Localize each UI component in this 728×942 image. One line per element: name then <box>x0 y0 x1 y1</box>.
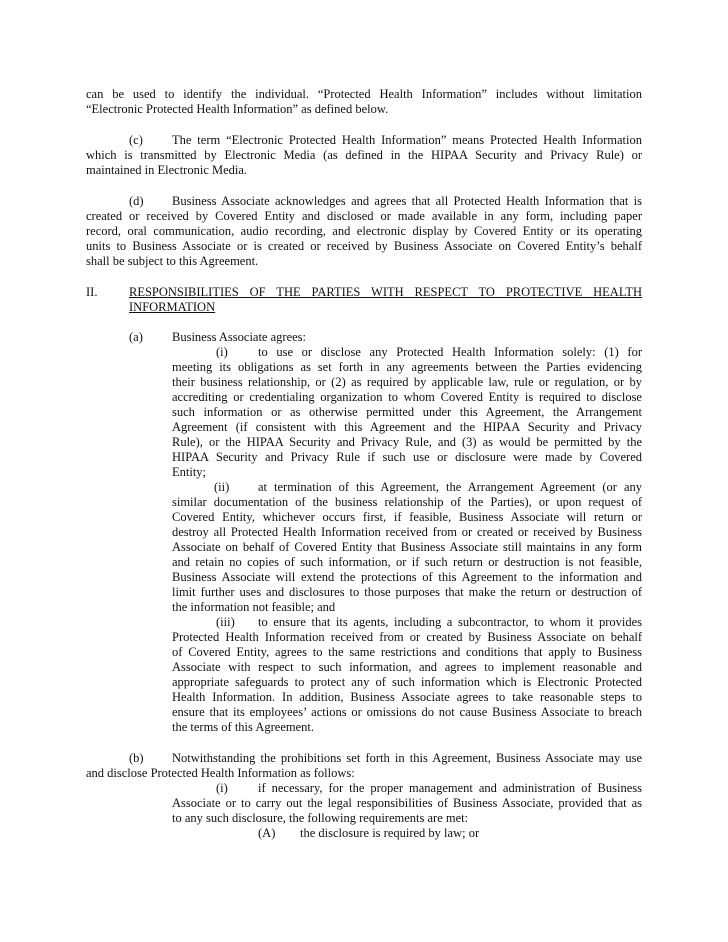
item-a-i-line-3: their business relationship, or (2) as required by applicable law, rule or regulation, or by <box>172 375 642 389</box>
item-a-ii-line-5: Associate on behalf of Covered Entity that Business Associate still maintains in any form <box>172 540 642 554</box>
item-a-i-line-7: Rule), or the HIPAA Security and Privacy Rule, and (3) as would be permitted by the <box>172 435 642 449</box>
item-a-ii-line-7: Business Associate will extend the protections of this Agreement to the information and <box>172 570 642 584</box>
item-a-i-line-4: accrediting or credentialing organization to whom Covered Entity is required to disclose <box>172 390 642 404</box>
item-b-i-a-label: (A) <box>258 826 276 840</box>
section-heading-line-1: RESPONSIBILITIES OF THE PARTIES WITH RESPECT TO PROTECTIVE HEALTH <box>129 285 642 299</box>
item-a-ii-line-6: and retain no copies of such information, or if such return or destruction is not feasible, <box>172 555 642 569</box>
intro-line-2: “Electronic Protected Health Information” as defined below. <box>86 102 389 116</box>
para-d-line-3: record, oral communication, audio recording, and electronic display by Covered Entity or its operating <box>86 224 642 238</box>
item-a-i-line-2: meeting its obligations as set forth in any agreements between the Parties evidencing <box>172 360 642 374</box>
item-a-ii-line-3: Covered Entity, whichever occurs first, if feasible, Business Associate will return or <box>172 510 642 524</box>
item-a-iii-line-4: Associate with respect to such information, and agrees to implement reasonable and <box>172 660 642 674</box>
item-a-i-line-1: to use or disclose any Protected Health Information solely: (1) for <box>258 345 642 359</box>
item-a-ii-line-4: destroy all Protected Health Information received from or created or received by Business <box>172 525 642 539</box>
item-b-i-label: (i) <box>216 781 228 795</box>
item-b-i-line-1: if necessary, for the proper management and administration of Business <box>258 781 642 795</box>
para-a-intro: Business Associate agrees: <box>172 330 307 344</box>
item-a-i-line-9: Entity; <box>172 465 207 479</box>
item-a-i-line-5: such information or as otherwise permitted under this Agreement, the Arrangement <box>172 405 642 419</box>
para-d-line-4: units to Business Associate or is created or received by Business Associate on Covered Entity’s behalf <box>86 239 642 253</box>
item-a-iii-line-6: Health Information. In addition, Business Associate agrees to take reasonable steps to <box>172 690 642 704</box>
para-d-line-1: Business Associate acknowledges and agrees that all Protected Health Information that is <box>172 194 642 208</box>
para-c-line-1: The term “Electronic Protected Health Information” means Protected Health Information <box>172 133 642 147</box>
item-a-iii-line-7: ensure that its employees’ actions or omissions do not cause Business Associate to breach <box>172 705 642 719</box>
intro-line-1: can be used to identify the individual. “Protected Health Information” includes without limitation <box>86 87 642 101</box>
para-a-label: (a) <box>129 330 143 344</box>
item-a-ii-label: (ii) <box>214 480 230 494</box>
section-heading-line-2: INFORMATION <box>129 300 216 314</box>
item-a-ii-line-8: limit further uses and disclosures to those purposes that make the return or destruction of <box>172 585 642 599</box>
item-b-i-line-2: Associate or to carry out the legal responsibilities of Business Associate, provided that as <box>172 796 642 810</box>
item-a-ii-line-9: the information not feasible; and <box>172 600 336 614</box>
item-a-iii-label: (iii) <box>216 615 235 629</box>
para-b-line-1: Notwithstanding the prohibitions set forth in this Agreement, Business Associate may use <box>172 751 642 765</box>
para-d-line-5: shall be subject to this Agreement. <box>86 254 259 268</box>
item-a-i-label: (i) <box>216 345 228 359</box>
item-b-i-line-3: to any such disclosure, the following requirements are met: <box>172 811 469 825</box>
para-b-line-2: and disclose Protected Health Information as follows: <box>86 766 355 780</box>
para-b-label: (b) <box>129 751 144 765</box>
para-d-line-2: created or received by Covered Entity and disclosed or made available in any form, including paper <box>86 209 642 223</box>
item-a-ii-line-1: at termination of this Agreement, the Arrangement Agreement (or any <box>258 480 642 494</box>
item-a-iii-line-8: the terms of this Agreement. <box>172 720 314 734</box>
item-a-iii-line-5: appropriate safeguards to protect any of such information which is Electronic Protected <box>172 675 642 689</box>
para-d-label: (d) <box>129 194 144 208</box>
item-b-i-a-text: the disclosure is required by law; or <box>300 826 480 840</box>
item-a-i-line-8: HIPAA Security and Privacy Rule if such use or disclosure were made by Covered <box>172 450 642 464</box>
item-a-iii-line-1: to ensure that its agents, including a subcontractor, to whom it provides <box>258 615 642 629</box>
item-a-ii-line-2: similar documentation of the business relationship of the Parties), or upon request of <box>172 495 642 509</box>
item-a-iii-line-2: Protected Health Information received from or created by Business Associate on behalf <box>172 630 642 644</box>
para-c-line-3: maintained in Electronic Media. <box>86 163 248 177</box>
para-c-label: (c) <box>129 133 143 147</box>
para-c-line-2: which is transmitted by Electronic Media (as defined in the HIPAA Security and Privacy Rule) or <box>86 148 642 162</box>
item-a-iii-line-3: of Covered Entity, agrees to the same restrictions and conditions that apply to Business <box>172 645 642 659</box>
item-a-i-line-6: Agreement (if consistent with this Agreement and the HIPAA Security and Privacy <box>172 420 642 434</box>
section-number: II. <box>86 285 98 299</box>
